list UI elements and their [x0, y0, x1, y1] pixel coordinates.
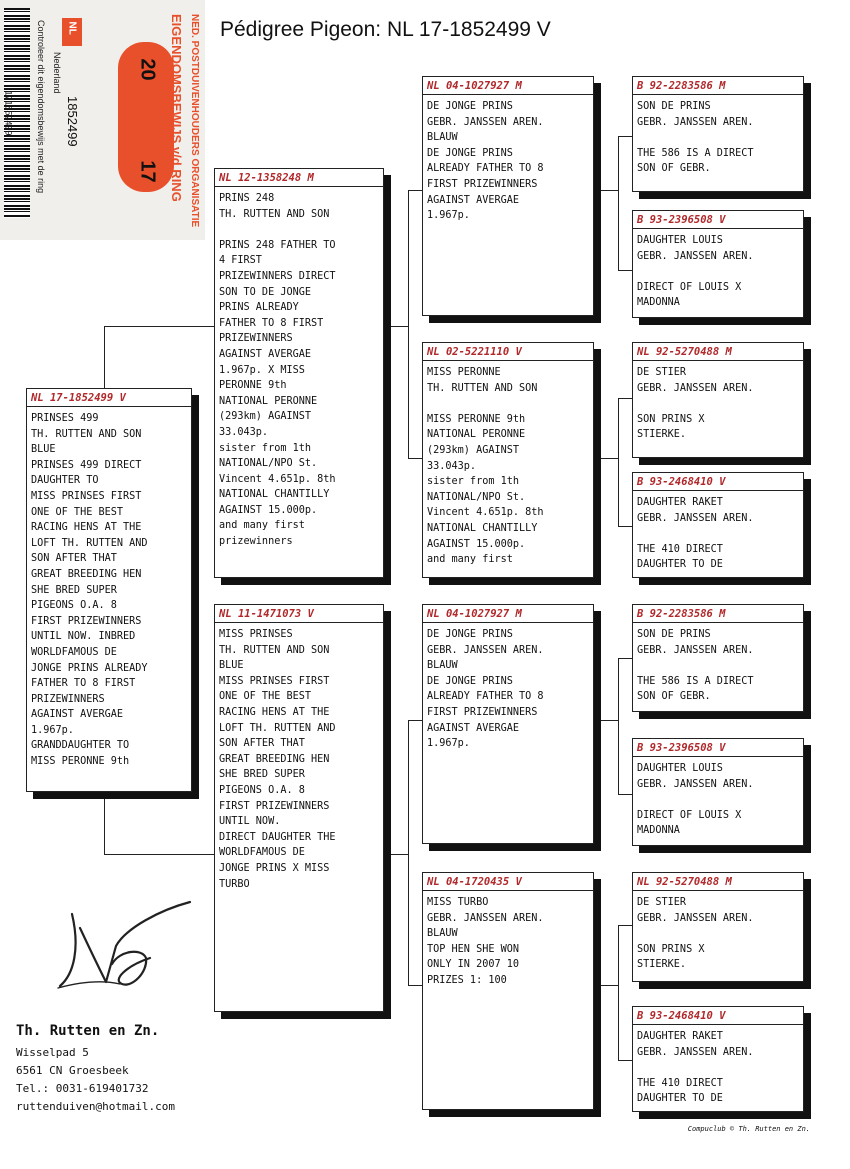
pigeon-description: MISS TURBO GEBR. JANSSEN AREN. BLAUW TOP HEN SHE WON ONLY IN 2007 10 PRIZES 1: 100 [427, 897, 544, 986]
ring-number-header: B 93-2468410 V [633, 1007, 803, 1025]
connector [618, 398, 619, 526]
connector [408, 720, 422, 721]
ring-number-header: NL 17-1852499 V [27, 389, 191, 407]
ring-number-header: NL 11-1471073 V [215, 605, 383, 623]
ring-number-header: NL 04-1720435 V [423, 873, 593, 891]
pigeon-card-ggparent-3 [632, 342, 804, 458]
org-line-1: NED. POSTDUIVENHOUDERS ORGANISATIE [189, 14, 200, 228]
country-label: Nederland [52, 52, 62, 94]
country-code: NL [66, 21, 78, 35]
pigeon-description: DE STIER GEBR. JANSSEN AREN. SON PRINS X STIERKE. [637, 367, 754, 441]
ring-number-header: NL 04-1027927 M [423, 605, 593, 623]
pigeon-description: DE JONGE PRINS GEBR. JANSSEN AREN. BLAUW DE JONGE PRINS ALREADY FATHER TO 8 FIRST PRIZEWINNERS AGAINST AVERGAE 1.967p. [427, 629, 544, 750]
pigeon-card-granddam-2 [422, 872, 594, 1110]
breeder-phone: Tel.: 0031-619401732 [16, 1082, 149, 1095]
connector [384, 854, 408, 855]
connector [408, 985, 422, 986]
breeder-name: Th. Rutten en Zn. [16, 1023, 160, 1039]
connector [104, 326, 214, 327]
ring-number-header: B 92-2283586 M [633, 77, 803, 95]
ring-side-note: Controleer dit eigendomsbewijs met de ring [36, 20, 46, 194]
org-line-2: EIGENDOMSBEWIJS v/d RING [169, 14, 184, 202]
pigeon-card-ggparent-6 [632, 738, 804, 846]
breeder-email: ruttenduiven@hotmail.com [16, 1100, 175, 1113]
connector [618, 794, 632, 795]
pigeon-card-ggparent-8 [632, 1006, 804, 1112]
connector [618, 526, 632, 527]
pigeon-card-dam [214, 604, 384, 1012]
breeder-street: Wisselpad 5 [16, 1046, 89, 1059]
pigeon-card-sire [214, 168, 384, 578]
pigeon-description: PRINS 248 TH. RUTTEN AND SON PRINS 248 FATHER TO 4 FIRST PRIZEWINNERS DIRECT SON TO DE JONGE PRINS ALREADY FATHER TO 8 FIRST PRIZEWINNERS AGAINST AVERGAE 1.967p. X MISS PERONNE 9th NATIONAL PERONNE (293km) AGAINST 33.043p. sister from 1th NATIONAL/NPO St. Vincent 4.651p. 8th NATIONAL CHANTILLY AGAINST 15.000p. and many first prizewinners [219, 193, 336, 548]
breeder-contact [16, 1022, 175, 1116]
pigeon-description: DE STIER GEBR. JANSSEN AREN. SON PRINS X STIERKE. [637, 897, 754, 971]
connector [594, 458, 618, 459]
pigeon-card-grandsire-2 [422, 604, 594, 844]
connector [618, 136, 619, 270]
ring-number-header: NL 02-5221110 V [423, 343, 593, 361]
connector [384, 326, 408, 327]
connector [618, 925, 632, 926]
year-left: 20 [136, 58, 159, 81]
connector [618, 398, 632, 399]
ring-number-header: B 92-2283586 M [633, 605, 803, 623]
country-code-badge [62, 18, 82, 46]
pigeon-card-ggparent-5 [632, 604, 804, 712]
connector [618, 925, 619, 1060]
pigeon-description: MISS PERONNE TH. RUTTEN AND SON MISS PERONNE 9th NATIONAL PERONNE (293km) AGAINST 33.043p. sister from 1th NATIONAL/NPO St. Vincent 4.651p. 8th NATIONAL CHANTILLY AGAINST 15.000p. and many first [427, 367, 544, 566]
pigeon-description: DAUGHTER LOUIS GEBR. JANSSEN AREN. DIRECT OF LOUIS X MADONNA [637, 235, 754, 309]
ring-number-header: B 93-2396508 V [633, 739, 803, 757]
pigeon-description: SON DE PRINS GEBR. JANSSEN AREN. THE 586 IS A DIRECT SON OF GEBR. [637, 101, 754, 175]
barcode-number: 171852499 [3, 90, 14, 136]
ring-number-header: NL 92-5270488 M [633, 343, 803, 361]
pigeon-card-ggparent-4 [632, 472, 804, 578]
connector [594, 190, 618, 191]
pigeon-description: DAUGHTER LOUIS GEBR. JANSSEN AREN. DIRECT OF LOUIS X MADONNA [637, 763, 754, 837]
connector [594, 720, 618, 721]
pigeon-description: DAUGHTER RAKET GEBR. JANSSEN AREN. THE 410 DIRECT DAUGHTER TO DE [637, 497, 754, 571]
pigeon-card-ggparent-2 [632, 210, 804, 318]
ring-number-header: NL 04-1027927 M [423, 77, 593, 95]
software-credit: Compuclub © Th. Rutten en Zn. [687, 1125, 810, 1133]
handwritten-signature [50, 888, 200, 998]
pigeon-card-ggparent-1 [632, 76, 804, 192]
ring-number-header: B 93-2468410 V [633, 473, 803, 491]
ring-number-header: NL 92-5270488 M [633, 873, 803, 891]
pigeon-card-main [26, 388, 192, 792]
connector [594, 985, 618, 986]
connector [408, 458, 422, 459]
connector [408, 720, 409, 985]
connector [408, 190, 422, 191]
ring-certificate [0, 0, 205, 240]
breeder-city: 6561 CN Groesbeek [16, 1064, 129, 1077]
connector [618, 270, 632, 271]
pigeon-description: PRINSES 499 TH. RUTTEN AND SON BLUE PRINSES 499 DIRECT DAUGHTER TO MISS PRINSES FIRST ONE OF THE BEST RACING HENS AT THE LOFT TH. RUTTEN AND SON AFTER THAT GREAT BREEDING HEN SHE BRED SUPER PIGEONS O.A. 8 FIRST PRIZEWINNERS UNTIL NOW. INBRED WORLDFAMOUS DE JONGE PRINS ALREADY FATHER TO 8 FIRST PRIZEWINNERS AGAINST AVERGAE 1.967p. GRANDDAUGHTER TO MISS PERONNE 9th [31, 413, 148, 768]
pigeon-description: DE JONGE PRINS GEBR. JANSSEN AREN. BLAUW DE JONGE PRINS ALREADY FATHER TO 8 FIRST PRIZEWINNERS AGAINST AVERGAE 1.967p. [427, 101, 544, 222]
year-right: 17 [136, 160, 159, 183]
pigeon-card-grandsire-1 [422, 76, 594, 316]
pigeon-description: SON DE PRINS GEBR. JANSSEN AREN. THE 586 IS A DIRECT SON OF GEBR. [637, 629, 754, 703]
ring-number-header: B 93-2396508 V [633, 211, 803, 229]
pigeon-description: DAUGHTER RAKET GEBR. JANSSEN AREN. THE 410 DIRECT DAUGHTER TO DE [637, 1031, 754, 1105]
connector [408, 190, 409, 458]
connector [618, 658, 619, 794]
page-title: Pédigree Pigeon: NL 17-1852499 V [220, 18, 551, 41]
pigeon-description: MISS PRINSES TH. RUTTEN AND SON BLUE MISS PRINSES FIRST ONE OF THE BEST RACING HENS AT THE LOFT TH. RUTTEN AND SON AFTER THAT GREAT BREEDING HEN SHE BRED SUPER PIGEONS O.A. 8 FIRST PRIZEWINNERS UNTIL NOW. DIRECT DAUGHTER THE WORLDFAMOUS DE JONGE PRINS X MISS TURBO [219, 629, 336, 890]
connector [104, 854, 214, 855]
pigeon-card-granddam-1 [422, 342, 594, 578]
ring-number-header: NL 12-1358248 M [215, 169, 383, 187]
connector [618, 658, 632, 659]
pigeon-card-ggparent-7 [632, 872, 804, 982]
connector [618, 1060, 632, 1061]
ring-number: 1852499 [65, 96, 80, 147]
connector [618, 136, 632, 137]
